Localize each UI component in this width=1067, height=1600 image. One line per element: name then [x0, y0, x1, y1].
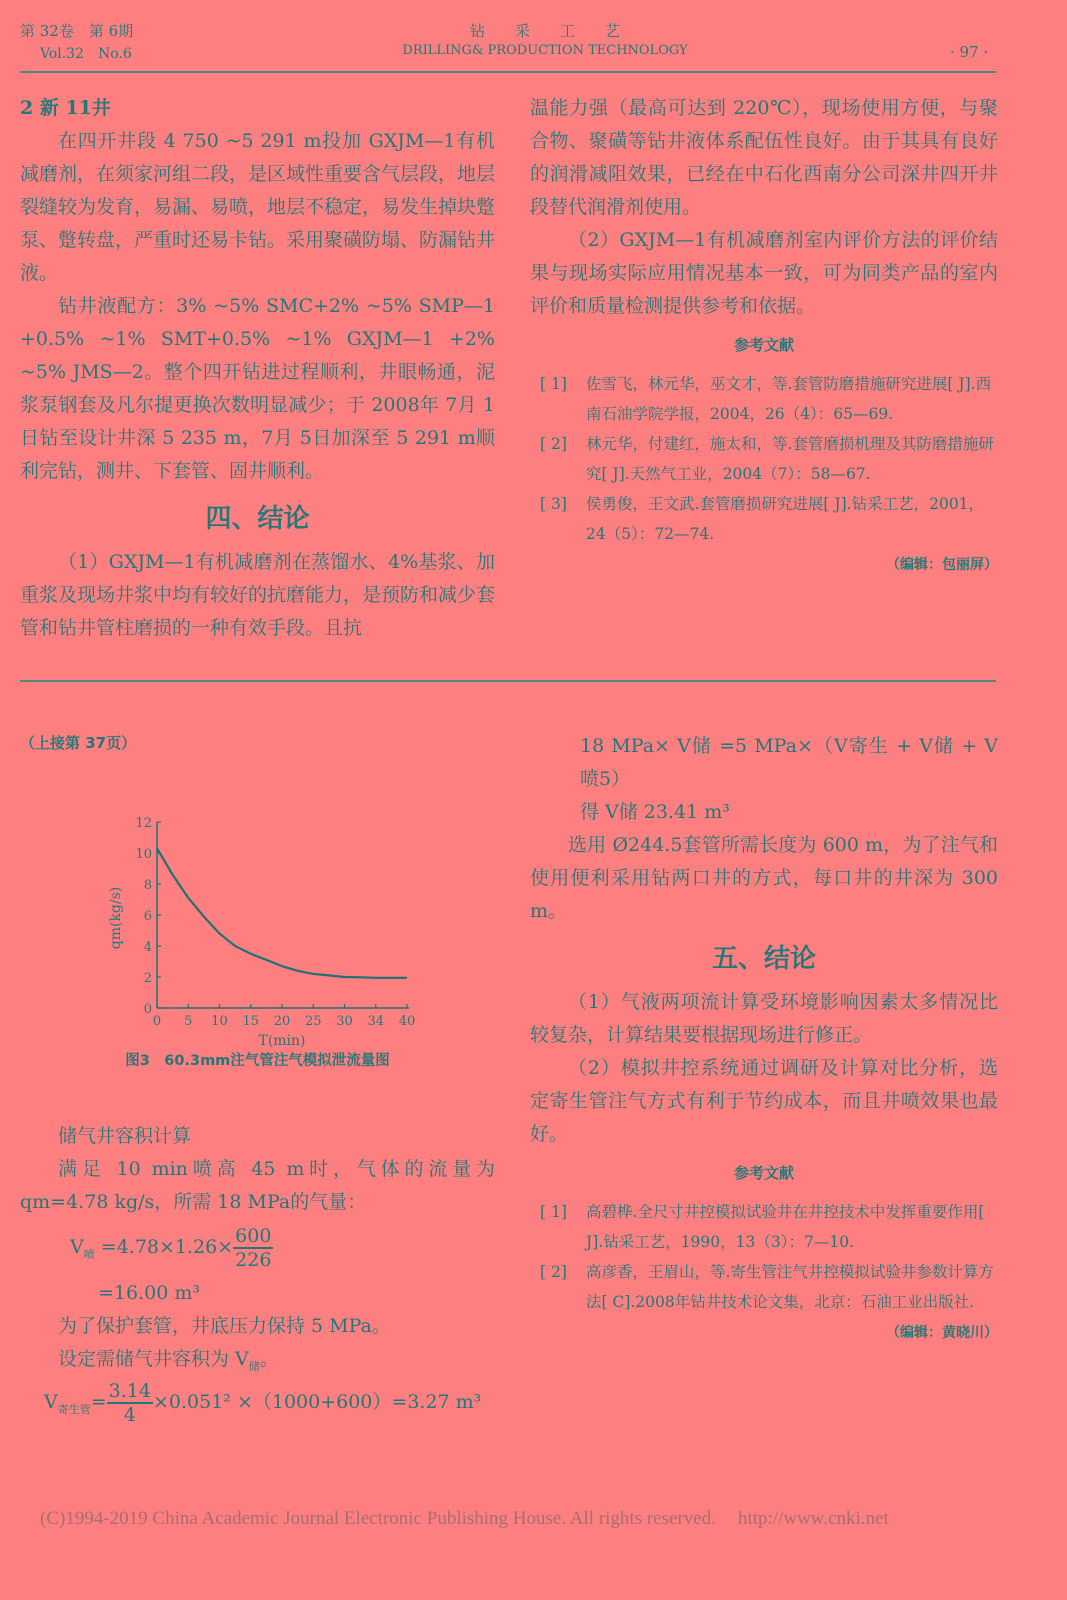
- references-heading: 参考文献: [733, 1164, 794, 1182]
- editor-note: （编辑：包丽屏）: [886, 557, 998, 573]
- x-axis-label: T(min): [258, 1033, 306, 1049]
- reference-text: 林元华，付建红，施太和，等.套管磨损机理及其防磨措施研究[ J].天然气工业，2004（7）：58—67.: [586, 435, 994, 483]
- x-tick-label: 15: [242, 1014, 260, 1029]
- reference-number: [ 2]: [540, 435, 567, 453]
- cnki-link[interactable]: http://www.cnki.net: [737, 1508, 889, 1529]
- y-tick-label: 4: [143, 940, 152, 955]
- continued-note: （上接第 37页）: [20, 734, 137, 752]
- formula-rhs: ×0.051² ×（1000+600）=3.27 m³: [152, 1391, 482, 1413]
- reference-item: [540, 1257, 998, 1317]
- reference-item: [540, 369, 998, 429]
- x-tick-label: 30: [336, 1014, 353, 1029]
- paragraph: 为了保护套管，井底压力保持 5 MPa。: [58, 1315, 391, 1337]
- denominator: 226: [235, 1249, 272, 1271]
- top-right-column: [530, 92, 998, 575]
- section-heading: 五、结论: [711, 944, 816, 974]
- copyright-text: (C)1994-2019 China Academic Journal Electronic Publishing House. All rights reserved.: [40, 1508, 716, 1529]
- x-tick-label: 5: [184, 1014, 193, 1029]
- reference-number: [ 3]: [540, 495, 567, 513]
- flow-rate-chart: [100, 788, 430, 1050]
- paragraph: （1）气液两项流计算受环境影响因素太多情况比较复杂，计算结果要根据现场进行修正。: [530, 991, 998, 1046]
- fraction: [233, 1225, 273, 1271]
- page-number: · 97 ·: [950, 43, 989, 61]
- formula-v-parasitic: [44, 1380, 495, 1426]
- paragraph: 钻井液配方：3% ~5% SMC+2% ~5% SMP—1 +0.5% ~1% SMT+0.5% ~1% GXJM—1 +2% ~5% JMS—2。整个四开钻进过程顺利，井眼畅通，泥浆泵钢套及凡尔提更换次数明显减少；于 2008年 7月 1日钻至设计井深 5 235 m，7月 5日加深至 5 291 m顺利完钻，测井、下套管、固井顺利。: [20, 295, 495, 482]
- reference-number: [ 2]: [540, 1263, 567, 1281]
- reference-item: [540, 489, 998, 549]
- equation: 18 MPa× V储 =5 MPa×（V寄生 + V储 + V喷5）: [580, 735, 998, 790]
- article-separator: [20, 680, 996, 682]
- y-tick-label: 2: [143, 971, 152, 986]
- section-heading: 四、结论: [205, 504, 310, 534]
- paragraph: 储气井容积计算: [58, 1125, 192, 1147]
- denominator: 4: [123, 1404, 136, 1426]
- formula-result: =16.00 m³: [98, 1282, 200, 1304]
- paragraph: 满足 10 min喷高 45 m时，气体的流量为 qm=4.78 kg/s，所需 18 MPa的气量：: [20, 1158, 495, 1213]
- formula-var: V: [70, 1236, 84, 1258]
- volume-issue-en: Vol.32 No.6: [40, 46, 132, 62]
- paragraph-text: 设定需储气井容积为 V: [58, 1348, 249, 1370]
- fraction: [107, 1380, 153, 1426]
- reference-text: 高彦香，王眉山，等.寄生管注气井控模拟试验井参数计算方法[ C].2008年钻井技术论文集，北京：石油工业出版社.: [586, 1263, 994, 1311]
- paragraph: （1）GXJM—1有机减磨剂在蒸馏水、4%基浆、加重浆及现场井浆中均有较好的抗磨能力，是预防和减少套管和钻井管柱磨损的一种有效手段。且抗: [20, 551, 496, 639]
- paragraph: 温能力强（最高可达到 220℃），现场使用方便，与聚合物、聚磺等钻井液体系配伍性良好。由于其具有良好的润滑减阻效果，已经在中石化西南分公司深井四开井段替代润滑剂使用。: [530, 97, 998, 218]
- subsection-heading: 2 新 11井: [20, 97, 111, 119]
- reference-number: [ 1]: [540, 375, 567, 393]
- y-tick-label: 6: [143, 909, 152, 924]
- x-tick-label: 34: [367, 1014, 385, 1029]
- paragraph-end: 。: [259, 1348, 279, 1370]
- journal-title-en: DRILLING& PRODUCTION TECHNOLOGY: [402, 43, 688, 58]
- paragraph: 在四开井段 4 750 ~5 291 m投加 GXJM—1有机减磨剂，在须家河组二段，是区域性重要含气层段，地层裂缝较为发育，易漏、易喷，地层不稳定，易发生掉块蹩泵、蹩转盘，严重时还易卡钻。采用聚磺防塌、防漏钻井液。: [20, 130, 496, 284]
- volume-issue-cn: 第 32卷 第 6期: [20, 22, 134, 40]
- y-axis-label: qm(kg/s): [108, 886, 124, 950]
- formula-sub: 喷: [83, 1247, 95, 1261]
- x-tick-label: 25: [304, 1014, 322, 1029]
- y-tick-label: 12: [135, 816, 152, 831]
- formula-sub: 寄生管: [57, 1402, 91, 1416]
- equation-result: 得 V储 23.41 m³: [580, 801, 730, 823]
- series-line-qm: [157, 848, 407, 978]
- paragraph: （2）GXJM—1有机减磨剂室内评价方法的评价结果与现场实际应用情况基本一致，可为同类产品的室内评价和质量检测提供参考和依据。: [530, 229, 998, 317]
- copyright-footer: [40, 1508, 889, 1530]
- header-rule: [20, 71, 996, 73]
- reference-text: 佐雪飞，林元华，巫文才，等.套管防磨措施研究进展[ J].西南石油学院学报，2004，26（4）：65—69.: [586, 375, 992, 423]
- y-tick-label: 0: [143, 1002, 152, 1017]
- top-left-column: [20, 92, 495, 645]
- formula-eq: =: [90, 1391, 107, 1413]
- figure-caption: 图3 60.3mm注气管注气模拟泄流量图: [125, 1053, 390, 1069]
- bottom-left-column: [20, 732, 495, 1426]
- journal-title-cn: 钻 采 工 艺: [469, 22, 620, 40]
- reference-text: 高碧桦.全尺寸井控模拟试验井在井控技术中发挥重要作用[ J].钻采工艺，1990，13（3）：7—10.: [586, 1203, 985, 1251]
- reference-text: 侯勇俊，王文武.套管磨损研究进展[ J].钻采工艺，2001，24（5）：72—74.: [586, 495, 985, 543]
- paragraph: 选用 Ø244.5套管所需长度为 600 m，为了注气和使用便利采用钻两口井的方式，每口井的井深为 300 m。: [530, 834, 998, 922]
- references-heading: 参考文献: [733, 336, 794, 354]
- bottom-right-column: [530, 730, 998, 1343]
- editor-note: （编辑：黄晓川）: [886, 1325, 998, 1341]
- x-tick-label: 40: [398, 1014, 416, 1029]
- numerator: 600: [235, 1225, 272, 1247]
- formula-v-spray: [70, 1225, 495, 1271]
- paragraph: [20, 1343, 495, 1376]
- paragraph: （2）模拟井控系统通过调研及计算对比分析，选定寄生管注气方式有利于节约成本，而且井喷效果也最好。: [530, 1057, 998, 1145]
- formula-sub: 储: [248, 1359, 260, 1373]
- x-tick-label: 20: [273, 1014, 291, 1029]
- y-tick-label: 10: [135, 847, 152, 862]
- y-tick-label: 8: [143, 878, 152, 893]
- formula-rhs: =4.78×1.26×: [100, 1236, 234, 1258]
- reference-item: [540, 429, 998, 489]
- reference-number: [ 1]: [540, 1203, 567, 1221]
- x-tick-label: 0: [152, 1014, 162, 1029]
- numerator: 3.14: [108, 1380, 151, 1402]
- reference-item: [540, 1197, 998, 1257]
- x-tick-label: 10: [211, 1014, 228, 1029]
- formula-var: V: [44, 1391, 58, 1413]
